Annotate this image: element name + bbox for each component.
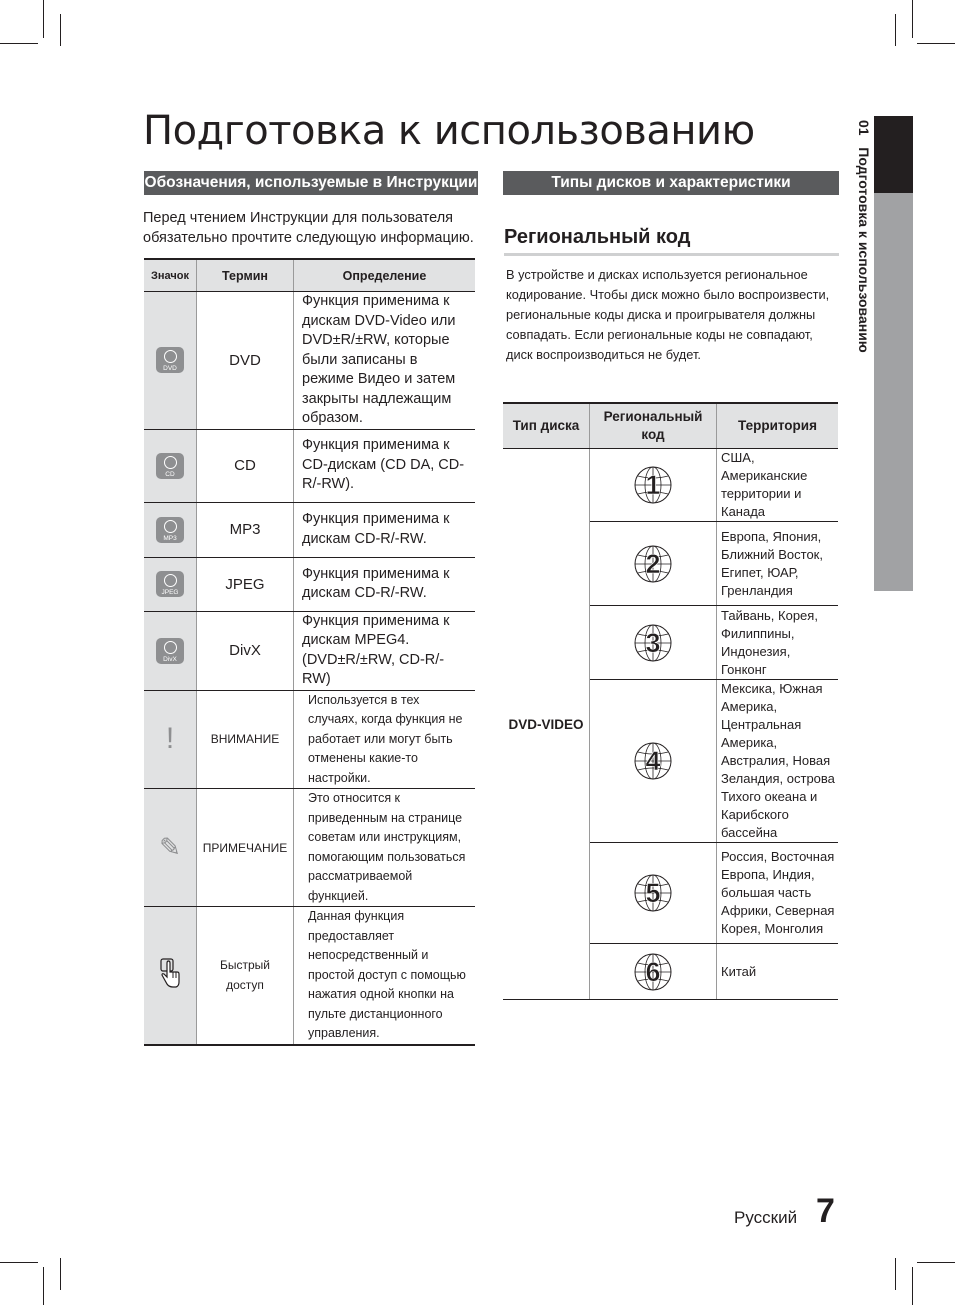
- symbols-table: [144, 258, 475, 1046]
- crop-mark: [895, 14, 896, 46]
- crop-mark: [0, 43, 38, 44]
- table-row: [144, 789, 475, 907]
- territory: Европа, Япония, Ближний Восток, Египет, ЮАР, Гренландия: [717, 522, 839, 606]
- caution-icon: !: [144, 690, 197, 789]
- page-number: 7: [816, 1192, 835, 1230]
- region-code-heading: Региональный код: [504, 226, 839, 256]
- footer-language: Русский: [734, 1208, 798, 1227]
- crop-mark: [895, 1258, 896, 1290]
- region-number: 5: [645, 878, 661, 908]
- territory: США, Американские территории и Канада: [717, 449, 839, 522]
- jpeg-disc-icon: JPEG: [156, 571, 184, 597]
- definition: Функция применима к дискам DVD-Video или DVD±R/±RW, которые были записаны в режиме Видео и затем закрыты надлежащим образом.: [294, 292, 476, 430]
- table-row: [144, 429, 475, 502]
- table-row: [144, 611, 475, 690]
- mp3-disc-icon: MP3: [156, 517, 184, 543]
- territory: Китай: [717, 944, 839, 1000]
- table-row: [503, 449, 838, 522]
- table-row: [144, 690, 475, 789]
- section-bar-disc-types: Типы дисков и характеристики: [503, 171, 839, 195]
- header-territory: Территория: [717, 403, 839, 449]
- header-term: Термин: [197, 259, 294, 292]
- table-row: [144, 502, 475, 557]
- territory: Тайвань, Корея, Филиппины, Индонезия, Гонконг: [717, 606, 839, 680]
- region-number: 4: [645, 746, 661, 776]
- disc-type: DVD-VIDEO: [503, 449, 590, 1000]
- divx-disc-icon: DivX: [156, 638, 184, 664]
- header-definition: Определение: [294, 259, 476, 292]
- region-number: 6: [645, 956, 661, 987]
- cd-disc-icon: CD: [156, 453, 184, 479]
- definition: Функция применима к дискам CD-R/-RW.: [294, 502, 476, 557]
- section-bar-symbols: Обозначения, используемые в Инструкции: [144, 171, 478, 195]
- definition: Функция применима к дискам MPEG4. (DVD±R/±RW, CD-R/-RW): [294, 611, 476, 690]
- term: MP3: [197, 502, 294, 557]
- region-number: 1: [645, 470, 661, 500]
- region-globe-icon: [590, 680, 717, 843]
- header-icon: Значок: [144, 259, 197, 292]
- region-globe-icon: [590, 944, 717, 1000]
- region-globe-icon: [590, 843, 717, 944]
- crop-mark: [43, 0, 44, 38]
- crop-mark: [912, 0, 913, 38]
- note-pencil-icon: ✎: [144, 789, 197, 907]
- definition: Функция применима к CD-дискам (CD DA, CD-R/-RW).: [294, 429, 476, 502]
- definition: Используется в тех случаях, когда функция не работает или могут быть отменены какие-то настройки.: [294, 690, 476, 789]
- crop-mark: [60, 1258, 61, 1290]
- term: DivX: [197, 611, 294, 690]
- region-globe-icon: [590, 522, 717, 606]
- table-row: [144, 557, 475, 611]
- term: Быстрый доступ: [197, 907, 294, 1045]
- table-row: [144, 292, 475, 430]
- header-region-code: Региональный код: [590, 403, 717, 449]
- table-row: [144, 907, 475, 1045]
- crop-mark: [917, 43, 955, 44]
- definition: Функция применима к дискам CD-R/-RW.: [294, 557, 476, 611]
- side-tab-label: 01 Подготовка к использованию: [856, 120, 872, 353]
- region-globe-icon: [590, 606, 717, 680]
- page-title: Подготовка к использованию: [143, 108, 755, 154]
- definition: Данная функция предоставляет непосредственный и простой доступ с помощью нажатия одной кнопки на пульте дистанционного управления.: [294, 907, 476, 1045]
- term: ПРИМЕЧАНИЕ: [197, 789, 294, 907]
- region-number: 2: [645, 548, 661, 579]
- region-table: [503, 402, 838, 1000]
- term: CD: [197, 429, 294, 502]
- term: ВНИМАНИЕ: [197, 690, 294, 789]
- crop-mark: [912, 1267, 913, 1305]
- region-number: 3: [645, 627, 661, 658]
- crop-mark: [917, 1262, 955, 1263]
- crop-mark: [43, 1267, 44, 1305]
- territory: Россия, Восточная Европа, Индия, большая часть Африки, Северная Корея, Монголия: [717, 843, 839, 944]
- definition: Это относится к приведенным на странице советам или инструкциям, помогающим пользоваться рассматриваемой функцией.: [294, 789, 476, 907]
- intro-text: Перед чтением Инструкции для пользователя обязательно прочтите следующую информацию.: [143, 210, 474, 246]
- term: JPEG: [197, 557, 294, 611]
- region-code-text: В устройстве и дисках используется региональное кодирование. Чтобы диск можно было воспроизвести, региональные коды диска и проигрывателя должны совпадать. Если региональные коды не совпадают, диск воспроизводиться не будет.: [506, 267, 830, 362]
- hand-press-icon: [144, 907, 197, 1045]
- term: DVD: [197, 292, 294, 430]
- crop-mark: [0, 1262, 38, 1263]
- header-disc-type: Тип диска: [503, 403, 590, 449]
- territory: Мексика, Южная Америка, Центральная Америка, Австралия, Новая Зеландия, острова Тихого океана и Карибского бассейна: [717, 680, 839, 843]
- crop-mark: [60, 14, 61, 46]
- dvd-disc-icon: DVD: [156, 347, 184, 373]
- region-globe-icon: [590, 449, 717, 522]
